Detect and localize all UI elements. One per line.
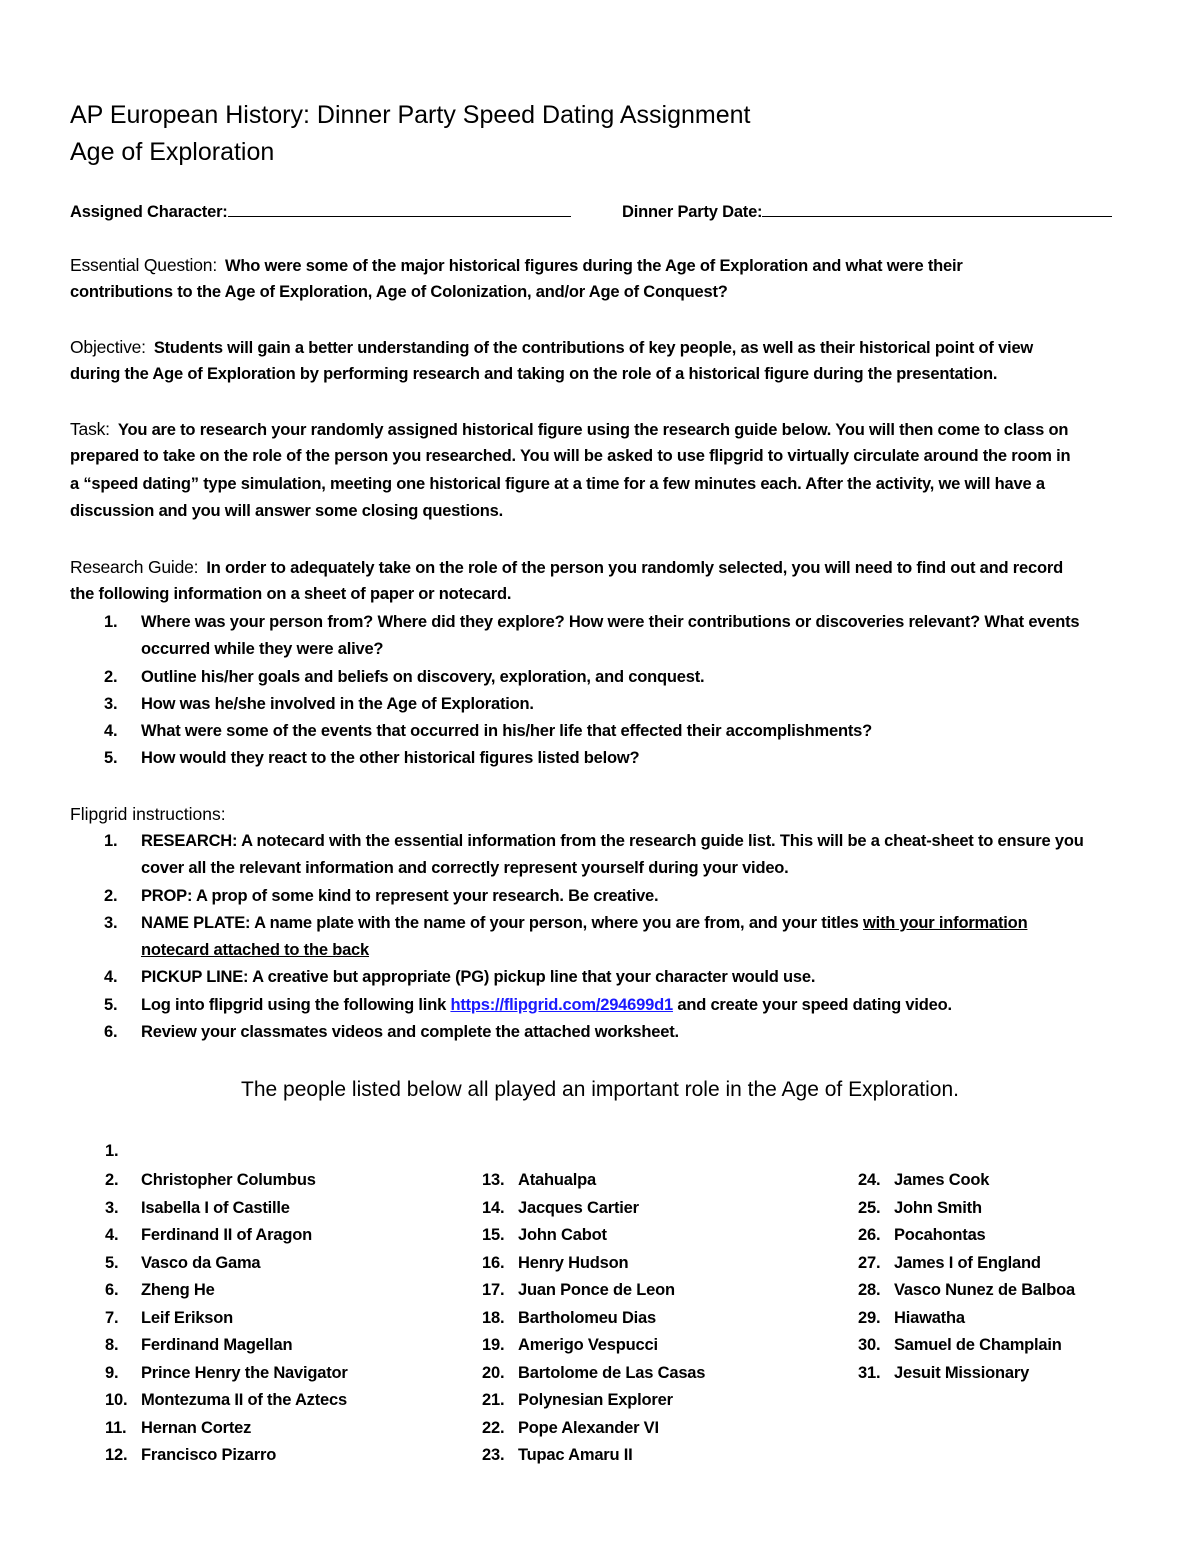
list-item: 26. Pocahontas	[858, 1226, 986, 1244]
page-title: AP European History: Dinner Party Speed Dating Assignment	[70, 101, 751, 129]
task-text-2: prepared to take on the role of the person you researched. You will be asked to use flipgrid to virtually circulate around the room in	[70, 447, 1071, 466]
people-column-2	[482, 1167, 705, 1470]
list-item: 3. NAME PLATE: A name plate with the name of your person, where you are from, and your titles with your information	[104, 913, 1028, 932]
task-label: Task:	[70, 419, 110, 439]
objective-text-2: during the Age of Exploration by performing research and taking on the role of a historical figure during the presentation.	[70, 365, 998, 384]
list-item: 23. Tupac Amaru II	[482, 1446, 633, 1464]
list-item: 5. Log into flipgrid using the following link https://flipgrid.com/294699d1 and create your speed dating video.	[104, 995, 952, 1014]
list-item: 22. Pope Alexander VI	[482, 1418, 659, 1437]
objective	[70, 334, 1150, 389]
list-item: 3. How was he/she involved in the Age of Exploration.	[104, 694, 534, 713]
list-item: 4. Ferdinand II of Aragon	[105, 1226, 312, 1244]
assigned-character-blank	[228, 200, 571, 217]
essential-question-label: Essential Question:	[70, 255, 217, 275]
list-item: 12. Francisco Pizarro	[105, 1446, 277, 1464]
dinner-party-date-label: Dinner Party Date:	[622, 203, 763, 221]
list-item: 4. What were some of the events that occurred in his/her life that effected their accomplishments?	[104, 722, 873, 741]
list-item: 15. John Cabot	[482, 1226, 607, 1244]
task-text-3: a “speed dating” type simulation, meeting one historical figure at a time for a few minutes each. After the activity, we will have a	[70, 474, 1045, 493]
list-item: 2. Outline his/her goals and beliefs on discovery, exploration, and conquest.	[104, 667, 705, 686]
people-column-3	[858, 1167, 1075, 1387]
flipgrid-instructions-label: Flipgrid instructions:	[70, 804, 226, 824]
list-item: 28. Vasco Nunez de Balboa	[858, 1281, 1076, 1299]
list-item: 27. James I of England	[858, 1253, 1041, 1272]
people-intro: The people listed below all played an important role in the Age of Exploration.	[241, 1078, 959, 1101]
essential-question-text-2: contributions to the Age of Exploration, Age of Colonization, and/or Age of Conquest?	[70, 283, 728, 302]
essential-question-text: Who were some of the major historical figures during the Age of Exploration and what were their	[224, 257, 963, 275]
research-guide-text: In order to adequately take on the role of the person you randomly selected, you will need to find out and record	[206, 559, 1063, 577]
list-item: 20. Bartolome de Las Casas	[482, 1363, 706, 1382]
list-item-continuation: occurred while they were alive?	[141, 640, 384, 659]
list-item-continuation: notecard attached to the back	[141, 941, 370, 960]
flipgrid-link[interactable]: https://flipgrid.com/294699d1	[450, 995, 673, 1014]
list-item: 8. Ferdinand Magellan	[105, 1336, 293, 1354]
list-item: 6. Review your classmates videos and complete the attached worksheet.	[104, 1023, 679, 1042]
list-item: 30. Samuel de Champlain	[858, 1336, 1062, 1354]
list-item: 5. How would they react to the other historical figures listed below?	[104, 749, 640, 768]
research-guide-list	[70, 609, 1079, 773]
list-item: 25. John Smith	[858, 1198, 982, 1217]
objective-label: Objective:	[70, 337, 146, 357]
task	[70, 416, 1150, 525]
dinner-party-date-blank	[762, 200, 1112, 217]
list-item: 2. PROP: A prop of some kind to represent your research. Be creative.	[104, 886, 659, 905]
assigned-character-field	[70, 200, 590, 224]
task-text: You are to research your randomly assigned historical figure using the research guide below. You will then come to class on	[117, 421, 1069, 439]
list-item: 5. Vasco da Gama	[105, 1253, 261, 1272]
list-item: 3. Isabella I of Castille	[105, 1198, 290, 1217]
list-item: 14. Jacques Cartier	[482, 1198, 639, 1217]
list-item: 17. Juan Ponce de Leon	[482, 1281, 675, 1299]
flipgrid-instructions-list	[70, 828, 1084, 1046]
list-item: 11. Hernan Cortez	[105, 1418, 252, 1437]
objective-text: Students will gain a better understanding of the contributions of key people, as well as their historical point of view	[153, 339, 1034, 357]
page-subtitle: Age of Exploration	[70, 138, 275, 166]
research-guide-text-2: the following information on a sheet of paper or notecard.	[70, 585, 512, 604]
research-guide	[70, 554, 1150, 609]
list-item: 6. Zheng He	[105, 1281, 215, 1299]
list-item: 16. Henry Hudson	[482, 1253, 629, 1272]
assigned-character-label: Assigned Character:	[70, 203, 228, 221]
list-item: 29. Hiawatha	[858, 1308, 965, 1327]
list-item: 9. Prince Henry the Navigator	[105, 1363, 348, 1382]
list-item: 24. James Cook	[858, 1171, 990, 1189]
dinner-party-date-field	[622, 200, 1112, 224]
list-item: 7. Leif Erikson	[105, 1308, 234, 1327]
people-list-first-number: 1.	[105, 1142, 119, 1160]
research-guide-label: Research Guide:	[70, 557, 199, 577]
essential-question	[70, 252, 1150, 307]
list-item: 31. Jesuit Missionary	[858, 1363, 1030, 1382]
list-item: 1. RESEARCH: A notecard with the essential information from the research guide list. This will be a cheat-sheet to ensure you	[104, 832, 1084, 850]
list-item: 21. Polynesian Explorer	[482, 1391, 673, 1409]
list-item: 18. Bartholomeu Dias	[482, 1308, 656, 1327]
list-item-continuation: cover all the relevant information and correctly represent yourself during your video.	[141, 859, 789, 878]
list-item: 19. Amerigo Vespucci	[482, 1336, 658, 1354]
list-item: 2. Christopher Columbus	[105, 1171, 316, 1189]
list-item: 1. Where was your person from? Where did they explore? How were their contributions or discoveries relevant? What events	[104, 613, 1080, 631]
list-item: 4. PICKUP LINE: A creative but appropriate (PG) pickup line that your character would use.	[104, 968, 816, 987]
people-column-1	[105, 1167, 348, 1470]
list-item: 13. Atahualpa	[482, 1171, 596, 1189]
task-text-4: discussion and you will answer some closing questions.	[70, 501, 503, 520]
list-item: 10. Montezuma II of the Aztecs	[105, 1391, 347, 1409]
